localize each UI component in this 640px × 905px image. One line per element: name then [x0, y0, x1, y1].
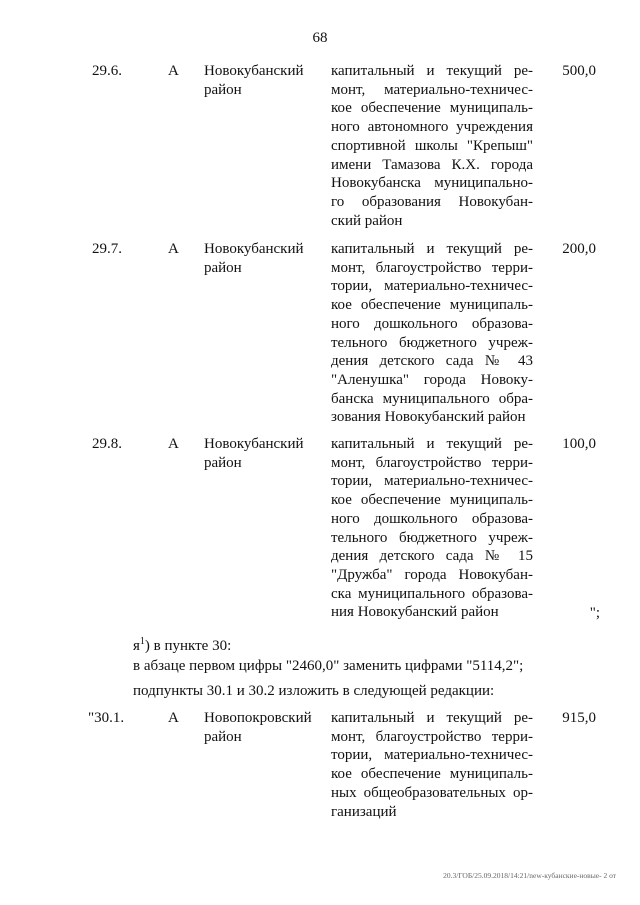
description-line: "Аленушка" города Новоку- — [331, 371, 533, 388]
description-line: дения детского сада № 43 — [331, 353, 533, 370]
item-type: А — [168, 710, 179, 726]
item-amount: 200,0 — [562, 241, 596, 257]
description-line: монт, материально-техничес- — [331, 81, 533, 98]
region-line: Новокубанский — [204, 241, 304, 257]
description-line: капитальный и текущий ре- — [331, 63, 533, 79]
description-line: монт, благоустройство терри- — [331, 728, 533, 745]
description-line: кое обеспечение муниципаль- — [331, 297, 533, 314]
item-amount: 915,0 — [562, 710, 596, 726]
region-line: район — [204, 454, 242, 471]
item-number: 29.6. — [92, 63, 122, 79]
description-line: го образования Новокубан- — [331, 193, 533, 210]
item-number: 29.8. — [92, 436, 122, 452]
description-line: капитальный и текущий ре- — [331, 241, 533, 257]
description-line: тельного бюджетного учреж- — [331, 334, 533, 351]
description-line: ных общеобразовательных ор- — [331, 784, 533, 801]
amendment-paragraph: в абзаце первом цифры "2460,0" заменить цифрами "5114,2"; — [133, 658, 524, 674]
description-line: монт, благоустройство терри- — [331, 454, 533, 471]
item-description — [331, 435, 533, 622]
description-line: ска муниципального образова- — [331, 585, 533, 602]
description-line: тории, материально-техничес- — [331, 473, 533, 490]
description-line: имени Тамазова К.Х. города — [331, 156, 533, 173]
item-type: А — [168, 241, 179, 257]
region-line: район — [204, 259, 242, 276]
description-line: спортивной школы "Крепыш" — [331, 137, 533, 154]
description-line: ного дошкольного образова- — [331, 510, 533, 527]
amendment-paragraph: подпункты 30.1 и 30.2 изложить в следующей редакции: — [133, 683, 495, 699]
description-line: кое обеспечение муниципаль- — [331, 100, 533, 117]
description-line: Новокубанска муниципально- — [331, 175, 533, 192]
region-line: район — [204, 728, 242, 745]
item-type: А — [168, 436, 179, 452]
closing-quote: "; — [589, 605, 600, 621]
description-line: ного дошкольного образова- — [331, 315, 533, 332]
item-region — [204, 435, 322, 472]
description-line: кое обеспечение муниципаль- — [331, 492, 533, 509]
item-description — [331, 240, 533, 427]
description-line: дения детского сада № 15 — [331, 548, 533, 565]
description-line: ния Новокубанский район — [331, 604, 499, 621]
item-region — [204, 709, 322, 746]
item-amount: 500,0 — [562, 63, 596, 79]
item-type: А — [168, 63, 179, 79]
item-number: 29.7. — [92, 241, 122, 257]
description-line: тории, материально-техничес- — [331, 747, 533, 764]
region-line: Новокубанский — [204, 63, 304, 79]
region-line: Новопокровский — [204, 710, 312, 726]
item-region — [204, 62, 322, 99]
page-number: 68 — [312, 30, 328, 46]
description-line: ганизаций — [331, 803, 397, 820]
region-line: район — [204, 81, 242, 98]
description-line: капитальный и текущий ре- — [331, 436, 533, 452]
description-line: тории, материально-техничес- — [331, 278, 533, 295]
paragraph-text: ) в пункте 30: — [144, 638, 232, 654]
item-amount: 100,0 — [562, 436, 596, 452]
footer-document-code: 20.3/ГОБ/25.09.2018/14:21/new-кубанские-новые- 2 от — [443, 871, 616, 880]
paragraph-letter: я — [133, 638, 140, 654]
description-line: "Дружба" города Новокубан- — [331, 566, 533, 583]
description-line: кое обеспечение муниципаль- — [331, 766, 533, 783]
paragraph-superscript: 1 — [139, 636, 145, 647]
item-description — [331, 62, 533, 230]
description-line: тельного бюджетного учреж- — [331, 529, 533, 546]
description-line: банска муниципального обра- — [331, 390, 533, 407]
description-line: зования Новокубанский район — [331, 409, 526, 426]
item-number: "30.1. — [88, 710, 125, 726]
description-line: ного автономного учреждения — [331, 119, 533, 136]
amendment-paragraph — [133, 632, 231, 656]
item-description — [331, 709, 533, 821]
description-line: ский район — [331, 212, 403, 229]
region-line: Новокубанский — [204, 436, 304, 452]
description-line: капитальный и текущий ре- — [331, 710, 533, 726]
description-line: монт, благоустройство терри- — [331, 259, 533, 276]
item-region — [204, 240, 322, 277]
